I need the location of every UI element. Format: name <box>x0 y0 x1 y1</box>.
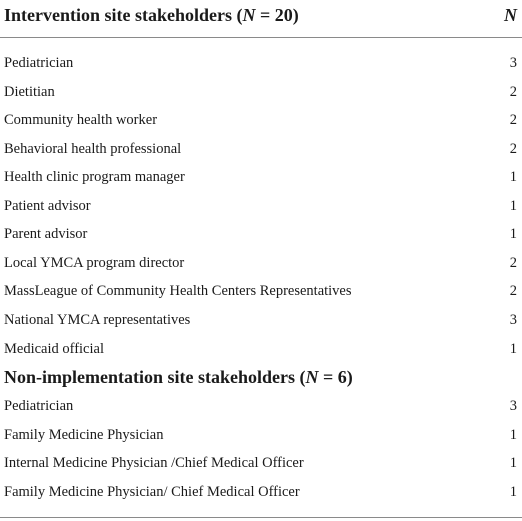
bottom-rule <box>0 517 522 518</box>
table-row <box>0 192 522 220</box>
section-title-suffix: = 6) <box>318 367 353 387</box>
row-label: Family Medicine Physician <box>4 427 164 443</box>
row-label: Health clinic program manager <box>4 169 185 185</box>
header-rule <box>0 37 522 38</box>
table-row <box>0 106 522 134</box>
row-count: 1 <box>509 198 517 214</box>
header-title <box>4 1 299 29</box>
row-count: 1 <box>509 427 517 443</box>
row-label: Dietitian <box>4 84 55 100</box>
section-title-var: N <box>305 367 319 387</box>
table-row <box>0 277 522 305</box>
row-count: 3 <box>509 55 517 71</box>
row-count: 1 <box>509 455 517 471</box>
header-title-prefix: Intervention site stakeholders ( <box>4 5 243 25</box>
table-row <box>0 135 522 163</box>
row-label: Family Medicine Physician/ Chief Medical Officer <box>4 484 300 500</box>
table-row <box>0 220 522 248</box>
row-label: Behavioral health professional <box>4 141 182 157</box>
header-title-var: N <box>242 5 256 25</box>
header-title-suffix: = 20) <box>255 5 299 25</box>
row-label: Pediatrician <box>4 55 74 71</box>
row-label: Local YMCA program director <box>4 255 185 271</box>
row-count: 2 <box>509 255 517 271</box>
section-title <box>4 363 353 391</box>
row-label: Parent advisor <box>4 226 88 242</box>
row-count: 2 <box>509 112 517 128</box>
table-header-row <box>0 1 522 29</box>
row-label: Medicaid official <box>4 341 104 357</box>
table-row <box>0 421 522 449</box>
row-count: 2 <box>509 141 517 157</box>
row-label: Internal Medicine Physician /Chief Medical Officer <box>4 455 304 471</box>
row-label: Patient advisor <box>4 198 91 214</box>
count-column-header: N <box>504 5 517 25</box>
section-title-prefix: Non-implementation site stakeholders ( <box>4 367 306 387</box>
row-count: 1 <box>509 484 517 500</box>
row-label: MassLeague of Community Health Centers Representatives <box>4 283 352 299</box>
row-count: 3 <box>509 398 517 414</box>
table-row <box>0 249 522 277</box>
table-row <box>0 306 522 334</box>
table-row <box>0 78 522 106</box>
section-header-row <box>0 363 522 391</box>
table-row <box>0 478 522 506</box>
row-count: 1 <box>509 169 517 185</box>
table-row <box>0 163 522 191</box>
row-label: Community health worker <box>4 112 158 128</box>
table-row <box>0 449 522 477</box>
row-label: Pediatrician <box>4 398 74 414</box>
table-row <box>0 392 522 420</box>
row-count: 1 <box>509 341 517 357</box>
row-count: 2 <box>509 84 517 100</box>
row-count: 3 <box>509 312 517 328</box>
row-count: 1 <box>509 226 517 242</box>
row-label: National YMCA representatives <box>4 312 191 328</box>
row-count: 2 <box>509 283 517 299</box>
table-row <box>0 335 522 363</box>
table-row <box>0 49 522 77</box>
